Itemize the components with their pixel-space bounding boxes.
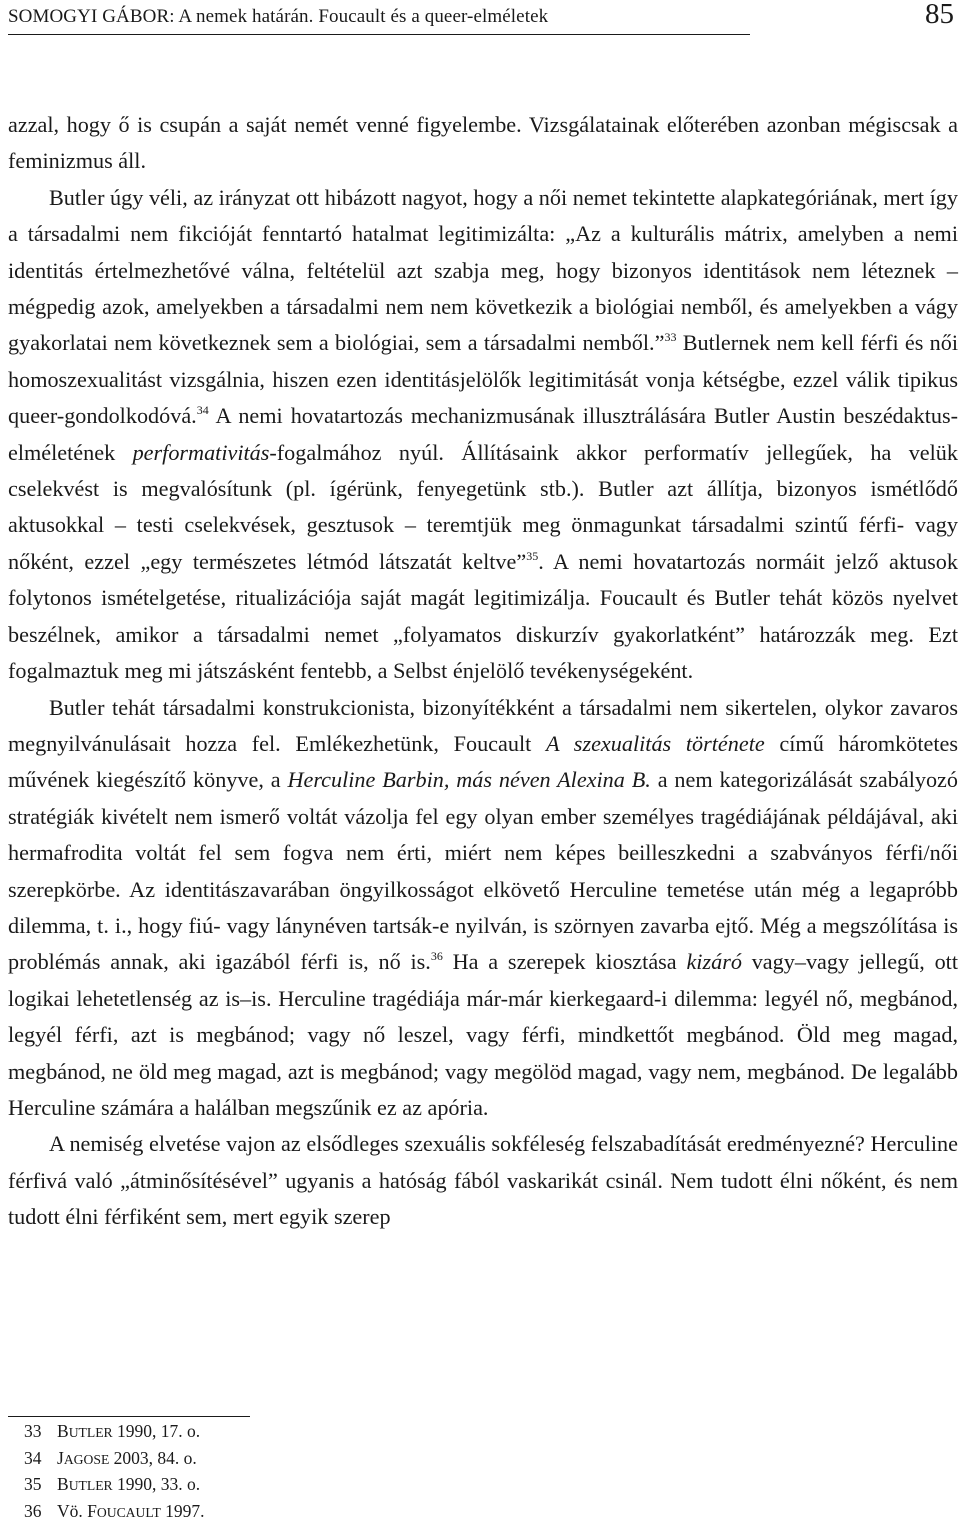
paragraph-1: [8, 107, 958, 180]
footnote-author-initial: B: [57, 1421, 69, 1441]
paragraph-4: [8, 1126, 958, 1235]
term-kizaro: kizáró: [686, 949, 742, 975]
footnote-author: UTLER: [68, 1478, 113, 1494]
term-performativitas: performativitás: [132, 439, 270, 465]
paragraph-3-text-e: vagy–vagy jellegű, ott logikai lehetetlenség az is–is. Herculine tragédiája már-már kierkegaard-i dilemma: legyél nő, megbánod, legyél férfi, azt is megbánod; vagy nő leszel, vagy férfi, mindkettőt megbánod. Öld meg magad, megbánod, ne öld meg magad, azt is megbánod; vagy megölöd magad, vagy nem, megbánod. De legalább Herculine számára a halálban megszűnik ez az apória.: [8, 949, 959, 1120]
footnote-text: [57, 1499, 205, 1525]
paragraph-2-text-c: A nemi hovatartozás mechanizmusának illusztrálására Butler Austin beszédaktus-elméletének: [8, 403, 958, 465]
footnote-number: 35: [24, 1474, 42, 1495]
paragraph-1-text: azzal, hogy ő is csupán a saját nemét venné figyelembe. Vizsgálatainak előterében azonban mégiscsak a feminizmus áll.: [8, 112, 958, 174]
footnote-text: [57, 1472, 200, 1499]
footnote-text: [57, 1446, 197, 1473]
footnote-citation: 1997.: [160, 1500, 205, 1521]
footnote-citation: 1990, 33. o.: [112, 1474, 201, 1495]
paragraph-2-text-b: Butlernek nem kell férfi és női homoszexualitást vizsgálnia, hiszen ezen identitásjelölők legitimitását vonja kétségbe, ezzel válik tipikus queer-gondolkodóvá.: [8, 330, 958, 429]
footnote-citation: 1990, 17. o.: [112, 1421, 201, 1441]
footnote-author: AGOSE: [63, 1451, 110, 1467]
paragraph-3-text-d: Ha a szerepek kiosztása: [442, 949, 687, 975]
paragraph-3-text-b: című háromkötetes művének kiegészítő könyve, a: [8, 730, 958, 793]
running-title: SOMOGYI GÁBOR: A nemek határán. Foucault és a queer-elméletek: [8, 6, 549, 27]
footnote-prefix: Vö.: [57, 1500, 88, 1521]
footnote-ref-33[interactable]: 33: [664, 330, 677, 345]
footnote-ref-34[interactable]: 34: [196, 403, 209, 418]
book-title-szexualitas: A szexualitás története: [545, 730, 765, 756]
footnote-number: 36: [24, 1500, 42, 1521]
paragraph-2-text-e: . A nemi hovatartozás normáit jelző aktusok folytonos ismételgetése, ritualizációja saját magát legitimizálja. Foucault és Butler tehát közös nyelvet beszélnek, amikor a társadalmi nemet „folyamatos diskurzív gyakorlatként” határozzák meg. Ezt fogalmaztuk meg mi játszásként fentebb, a Selbst énjelölő tevékenységeként.: [8, 548, 958, 684]
footnote-author-initial: F: [87, 1500, 97, 1521]
header-rule: [8, 34, 750, 35]
page-number: 85: [925, 0, 954, 30]
book-title-herculine: Herculine Barbin, más néven Alexina B.: [287, 767, 651, 793]
footnote-36: [24, 1499, 724, 1525]
footnotes: [24, 1419, 724, 1525]
footnote-34: [24, 1446, 724, 1473]
paragraph-2: [8, 180, 958, 690]
running-header: [8, 0, 958, 38]
footnote-author-initial: B: [57, 1474, 69, 1495]
footnote-rule: [8, 1416, 250, 1417]
footnote-author: OUCAULT: [96, 1504, 161, 1520]
paragraph-4-text: A nemiség elvetése vajon az elsődleges szexuális sokféleség felszabadítását eredményezné? Herculine férfivá való „átminősítésével” ugyanis a hatóság fából vaskarikát csinál. Nem tudott élni nőként, és nem tudott élni férfiként sem, mert egyik szerep: [8, 1131, 958, 1230]
paragraph-3: [8, 690, 958, 1127]
footnote-number: 33: [24, 1421, 42, 1441]
paragraph-3-text-a: Butler tehát társadalmi konstrukcionista, bizonyítékként a társadalmi nem sikertelen, olykor zavaros megnyilvánulásait hozza fel. Emlékezhetünk, Foucault: [8, 694, 958, 756]
footnote-author-initial: J: [57, 1447, 64, 1468]
footnote-text: [57, 1419, 200, 1446]
footnote-35: [24, 1472, 724, 1499]
body-text: [8, 107, 958, 1236]
paragraph-2-text-a: Butler úgy véli, az irányzat ott hibázott nagyot, hogy a női nemet tekintette alapkategóriának, mert így a társadalmi nem fikcióját fenntartó hatalmat legitimizálta: „Az a kulturális mátrix, amelyben a nemi identitás értelmezhetővé válna, feltételül azt szabja meg, hogy bizonyos identitások nem léteznek – mégpedig azok, amelyekben a társadalmi nem nem következik a biológiai nemből, és amelyekben a vágy gyakorlatai nem következnek sem a biológiai, sem a társadalmi nemből.”: [8, 184, 958, 356]
footnote-author: UTLER: [68, 1425, 113, 1440]
footnote-33: [24, 1419, 724, 1446]
footnote-ref-36[interactable]: 36: [430, 949, 443, 964]
paragraph-3-text-c: a nem kategorizálását szabályozó stratégiák kivételt nem ismerő voltát vázolja fel egy olyan ember személyes tragédiájának példájával, aki hermafrodita voltát fel sem fogva nem érti, miért nem képes beilleszkedni a szabványos férfi/női szerepkörbe. Az identitászavarában öngyilkosságot elkövető Herculine temetése után még a legapróbb dilemma, t. i., hogy fiú- vagy lánynéven tartsák-e nyilván, is szörnyen zavarba ejtő. Még a megszólítása is problémás annak, aki igazából férfi is, nő is.: [8, 767, 958, 975]
footnote-ref-35[interactable]: 35: [526, 548, 539, 563]
footnote-number: 34: [24, 1447, 42, 1468]
paragraph-2-text-d: -fogalmához nyúl. Állításaink akkor performatív jellegűek, ha velük cselekvést is megvalósítunk (pl. ígérünk, fenyegetünk stb.). Butler azt állítja, bizonyos ismétlődő aktusokkal – testi cselekvések, gesztusok – teremtjük meg önmagunkat társadalmi szintű férfi- vagy nőként, ezzel „egy természetes létmód látszatát keltve”: [8, 439, 958, 574]
footnote-citation: 2003, 84. o.: [109, 1447, 197, 1468]
